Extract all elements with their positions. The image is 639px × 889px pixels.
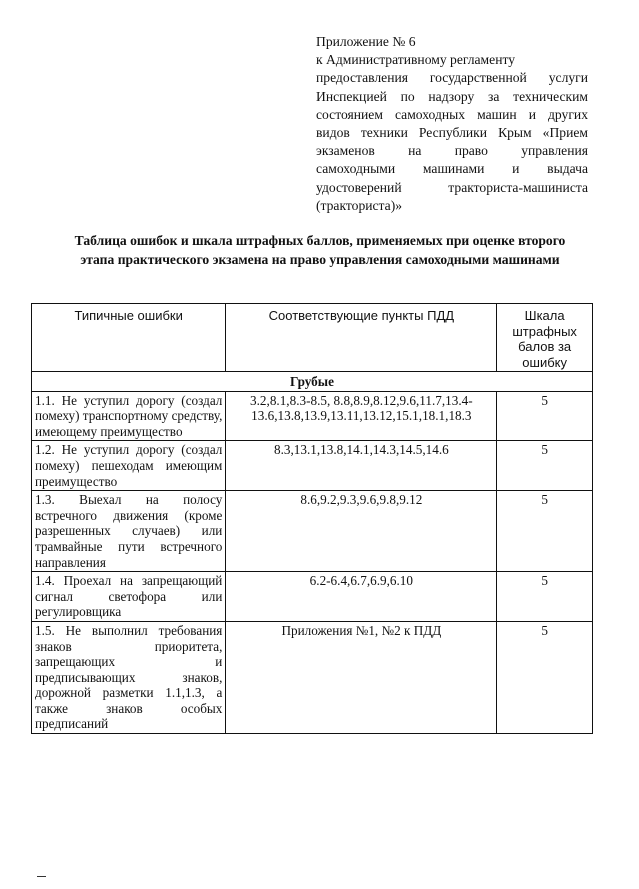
penalty-cell: 5	[497, 491, 593, 572]
appendix-line: самоходными машинами и выдача	[316, 161, 588, 177]
rules-cell: 6.2-6.4,6.7,6.9,6.10	[226, 572, 497, 622]
rules-cell: 8.6,9.2,9.3,9.6,9.8,9.12	[226, 491, 497, 572]
table-row	[32, 391, 593, 441]
penalty-cell: 5	[497, 621, 593, 733]
table-row	[32, 491, 593, 572]
table-row	[32, 621, 593, 733]
appendix-header	[316, 33, 588, 215]
appendix-line: видов техники Республики Крым «Прием	[316, 125, 588, 141]
penalty-cell: 5	[497, 391, 593, 441]
document-title: Таблица ошибок и шкала штрафных баллов, применяемых при оценке второго этапа практического экзамена на право управления самоходными машинами	[74, 233, 566, 267]
appendix-line: Инспекцией по надзору за техническим	[316, 88, 588, 104]
error-cell: 1.3. Выехал на полосу встречного движения (кроме разрешенных случаев) или трамвайные пути встречного направления	[32, 491, 226, 572]
appendix-line: (тракториста)»	[316, 197, 403, 213]
error-cell: 1.1. Не уступил дорогу (создал помеху) транспортному средству, имеющему преимущество	[32, 391, 226, 441]
rules-cell: Приложения №1, №2 к ПДД	[226, 621, 497, 733]
appendix-line: Приложение № 6	[316, 34, 416, 49]
table-row	[32, 441, 593, 491]
error-cell: 1.5. Не выполнил требования знаков приоритета, запрещающих и предписывающих знаков, дорожной разметки 1.1,1.3, а также знаков особых предписаний	[32, 621, 226, 733]
group-row	[32, 372, 593, 392]
appendix-line: к Административному регламенту	[316, 52, 516, 68]
rules-cell: 8.3,13.1,13.8,14.1,14.3,14.5,14.6	[226, 441, 497, 491]
appendix-line: удостоверений тракториста-машиниста	[316, 179, 588, 195]
table-row	[32, 572, 593, 622]
appendix-line: экзаменов на право управления	[316, 143, 588, 159]
error-cell: 1.4. Проехал на запрещающий сигнал светофора или регулировщика	[32, 572, 226, 622]
header-rules: Соответствующие пункты ПДД	[226, 304, 497, 372]
header-penalty: Шкала штрафных балов за ошибку	[497, 304, 593, 372]
errors-table	[31, 303, 593, 734]
error-cell: 1.2. Не уступил дорогу (создал помеху) пешеходам имеющим преимущество	[32, 441, 226, 491]
rules-cell: 3.2,8.1,8.3-8.5, 8.8,8.9,8.12,9.6,11.7,13.4-13.6,13.8,13.9,13.11,13.12,15.1,18.1,18.3	[226, 391, 497, 441]
appendix-line: состоянием самоходных машин и других	[316, 106, 588, 122]
group-label: Грубые	[32, 372, 593, 392]
header-errors: Типичные ошибки	[32, 304, 226, 372]
table-header-row	[32, 304, 593, 372]
penalty-cell: 5	[497, 441, 593, 491]
appendix-line: предоставления государственной услуги	[316, 70, 588, 86]
penalty-cell: 5	[497, 572, 593, 622]
page-footer-mark	[37, 876, 46, 877]
